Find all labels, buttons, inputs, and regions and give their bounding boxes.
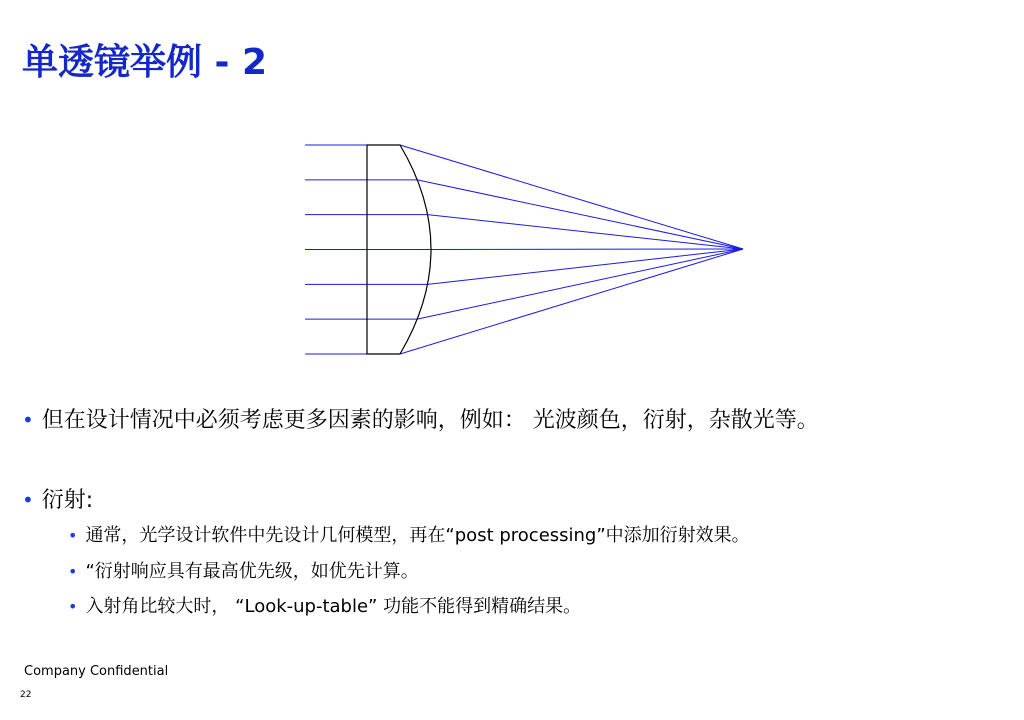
sub-bullet-item bbox=[68, 559, 419, 585]
refracted-ray bbox=[417, 249, 743, 319]
refracted-ray bbox=[428, 249, 743, 284]
refracted-ray bbox=[400, 249, 743, 354]
bullet-text: 衍射: bbox=[41, 488, 94, 513]
refracted-ray bbox=[431, 249, 743, 250]
refracted-ray bbox=[417, 180, 743, 249]
bullet-dot: • bbox=[68, 526, 78, 545]
incident-rays bbox=[305, 145, 743, 354]
bullet-dot: • bbox=[68, 562, 78, 581]
bullet-item bbox=[22, 485, 93, 516]
footer-confidential: Company Confidential bbox=[24, 664, 169, 679]
sub-bullet-text: 入射角比较大时， “Look-up-table” 功能不能得到精确结果。 bbox=[85, 596, 582, 617]
bullet-item bbox=[22, 405, 819, 436]
bullet-dot: • bbox=[22, 408, 34, 432]
sub-bullet-item bbox=[68, 523, 750, 549]
sub-bullet-text: 通常，光学设计软件中先设计几何模型，再在“post processing”中添加衍射效果。 bbox=[85, 525, 750, 546]
bullet-dot: • bbox=[22, 488, 34, 512]
bullet-text: 但在设计情况中必须考虑更多因素的影响，例如： 光波颜色，衍射，杂散光等。 bbox=[41, 408, 819, 433]
sub-bullet-item bbox=[68, 594, 581, 620]
bullet-dot: • bbox=[68, 597, 78, 616]
refracted-ray bbox=[400, 145, 743, 249]
refracted-ray bbox=[428, 215, 743, 249]
slide-title: 单透镜举例 - 2 bbox=[22, 42, 268, 83]
sub-bullet-text: “衍射响应具有最高优先级，如优先计算。 bbox=[85, 561, 419, 582]
page-number: 22 bbox=[20, 690, 32, 700]
